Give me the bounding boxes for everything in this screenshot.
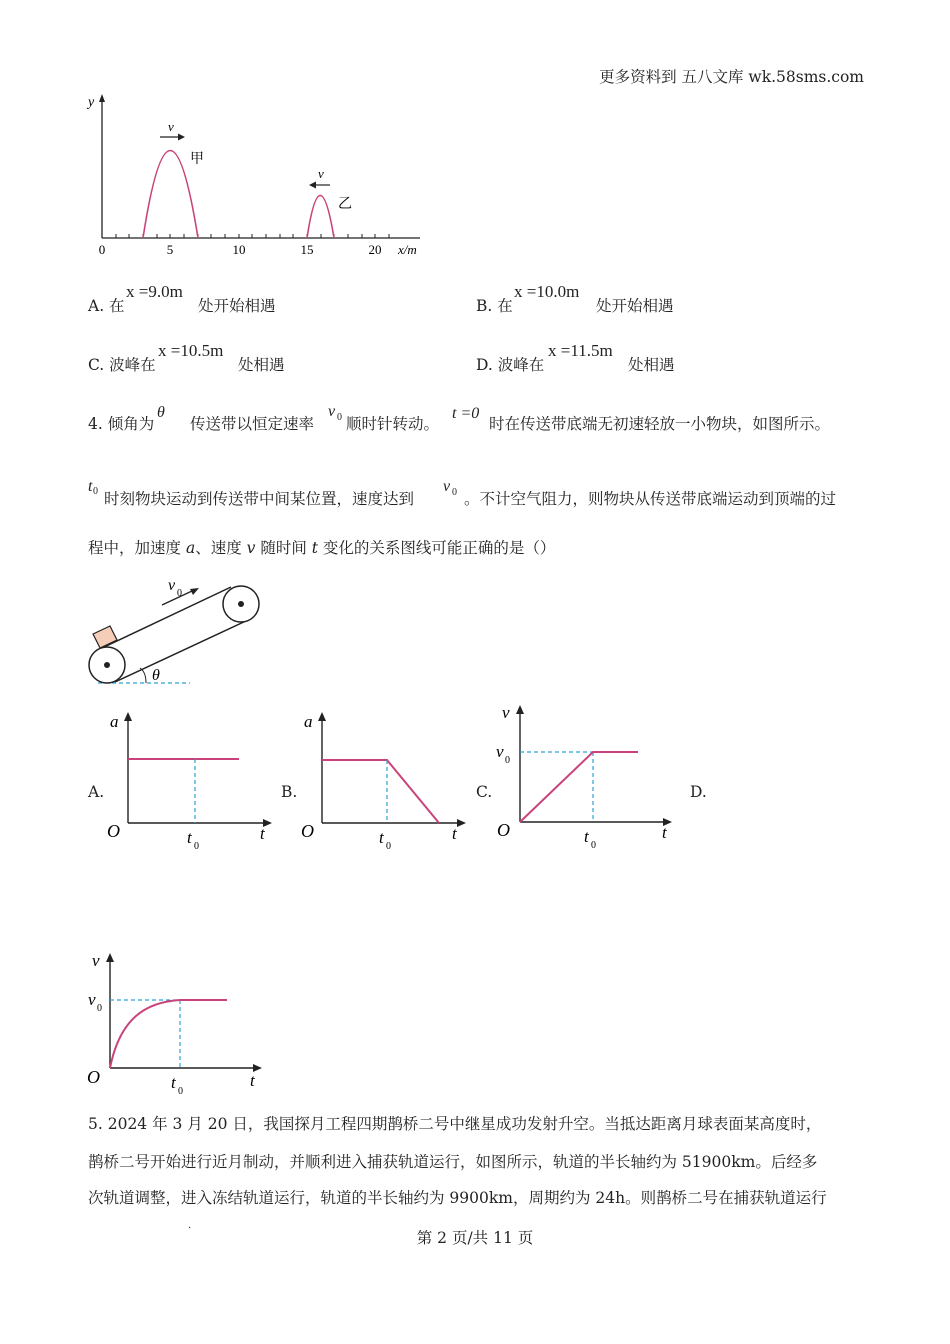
graph-a-t0-sub: 0 [194, 841, 199, 852]
graph-label-a: A. [88, 783, 105, 801]
graph-a-t0: t [187, 828, 192, 847]
wave-v-label-1: v [168, 119, 174, 134]
q4-line3-t-var: t [311, 539, 318, 557]
graph-d-t0: t [171, 1073, 176, 1092]
q4-line3-a-var: a [185, 539, 196, 557]
q4-part4: 时在传送带底端无初速轻放一小物块，如图所示。 [489, 415, 831, 433]
option-a-math: x =9.0m [126, 282, 183, 301]
option-d-math: x =11.5m [548, 341, 613, 360]
graph-label-c: C. [476, 783, 493, 801]
graph-a [100, 705, 280, 855]
q4-v0-sub: 0 [337, 412, 342, 423]
option-c-suffix: 处相遇 [238, 356, 285, 374]
option-b-math: x =10.0m [514, 282, 580, 301]
graph-c-v0: v [496, 742, 504, 761]
option-d-prefix: D. 波峰在 [476, 356, 545, 374]
q5-line3: 次轨道调整，进入冻结轨道运行，轨道的半长轴约为 9900km，周期约为 24h。则鹊桥二号在捕获轨道运行 [88, 1189, 827, 1207]
graph-b-origin: O [301, 821, 314, 841]
graph-d-v0-sub: 0 [97, 1003, 102, 1014]
graph-d-curve [110, 1000, 227, 1068]
graph-c-v0-sub: 0 [505, 755, 510, 766]
option-a-suffix: 处开始相遇 [198, 297, 276, 315]
wave-y-label: y [88, 95, 95, 110]
wave-tick-0: 0 [98, 242, 106, 257]
belt-theta: θ [152, 667, 160, 684]
q4-line3-d: 变化的关系图线可能正确的是（） [317, 539, 556, 557]
wave-tick-20: 20 [368, 242, 382, 257]
graph-c [492, 700, 682, 860]
graph-b-t0: t [379, 828, 384, 847]
wave-tick-10: 10 [232, 242, 246, 257]
q4-line3-v-var: v [246, 539, 256, 557]
q4-v0-v: v [328, 403, 336, 420]
graph-d-v0: v [88, 990, 96, 1009]
q4-line2-t-sub: 0 [93, 486, 98, 497]
wave-tick-15: 15 [300, 242, 314, 257]
q4-theta: θ [157, 404, 165, 421]
q4-line2-b: 。不计空气阻力，则物块从传送带底端运动到顶端的过 [464, 490, 837, 508]
wave-tick-5: 5 [166, 242, 174, 257]
graph-b [294, 705, 474, 855]
belt-velocity-arrow-head [190, 588, 199, 595]
q4-part3: 顺时针转动。 [346, 415, 440, 433]
wave-y-arrow [99, 94, 105, 102]
belt-figure [80, 570, 280, 695]
q4-part2: 传送带以恒定速率 [190, 415, 315, 433]
q4-line3-b: 、速度 [195, 539, 247, 557]
q4-t0eq: t =0 [452, 405, 480, 422]
graph-b-axis-t: t [452, 824, 457, 843]
belt-bottom-line [115, 620, 248, 682]
graph-d-t0-sub: 0 [178, 1086, 183, 1097]
graph-a-axis-a: a [110, 712, 119, 731]
graph-label-d: D. [690, 783, 707, 801]
belt-v0-sub: 0 [177, 588, 182, 599]
wave-v-label-2: v [318, 166, 324, 181]
graph-d [84, 948, 274, 1100]
q4-line3-a: 程中，加速度 [88, 539, 186, 557]
option-c-prefix: C. 波峰在 [88, 356, 156, 374]
option-c-math: x =10.5m [158, 341, 224, 360]
q4-line3-c: 随时间 [255, 539, 312, 557]
graph-label-b: B. [281, 783, 298, 801]
q4-line2-v: v [443, 478, 451, 495]
graph-d-axis-v: v [92, 951, 100, 970]
graph-c-axis-v: v [502, 703, 510, 722]
belt-v0-v: v [168, 577, 176, 594]
q4-line2-t: t [88, 478, 93, 495]
graph-a-axis-t: t [260, 824, 265, 843]
graph-c-curve [520, 752, 638, 822]
graph-c-axis-t: t [662, 823, 667, 842]
graph-d-origin: O [87, 1067, 100, 1087]
wave-right-arrow-head [178, 134, 185, 141]
option-a-prefix: A. 在 [88, 297, 125, 315]
wave-jia-label: 甲 [190, 152, 204, 167]
footer-dot: . [188, 1220, 192, 1231]
graph-b-t0-sub: 0 [386, 841, 391, 852]
graph-c-t0-sub: 0 [591, 840, 596, 851]
belt-bottom-roller-axle [104, 662, 110, 668]
graph-a-origin: O [107, 821, 120, 841]
q4-line2-v-sub: 0 [452, 487, 457, 498]
wave-yi-label: 乙 [338, 197, 352, 212]
belt-block [93, 626, 117, 648]
graph-d-axis-t: t [250, 1071, 255, 1090]
wave-left-arrow-head [309, 182, 316, 189]
graph-c-origin: O [497, 820, 510, 840]
belt-top-line [100, 587, 231, 649]
graph-b-curve [322, 760, 439, 823]
q5-line1: 5. 2024 年 3 月 20 日，我国探月工程四期鹊桥二号中继星成功发射升空。当抵达距离月球表面某高度时， [88, 1115, 822, 1133]
option-d-suffix: 处相遇 [628, 356, 675, 374]
wave-x-unit-label: x/m [398, 242, 417, 257]
belt-top-roller-axle [238, 601, 244, 607]
q5-line2: 鹊桥二号开始进行近月制动，并顺利进入捕获轨道运行，如图所示，轨道的半长轴约为 51900km。后经多 [88, 1153, 818, 1171]
option-b-prefix: B. 在 [476, 297, 513, 315]
graph-b-axis-a: a [304, 712, 313, 731]
q4-part1: 4. 倾角为 [88, 415, 155, 433]
q4-line3 [88, 538, 555, 558]
wave-figure [80, 88, 440, 260]
wave-yi-curve [307, 196, 334, 239]
option-b-suffix: 处开始相遇 [596, 297, 674, 315]
graph-c-t0: t [584, 827, 589, 846]
header-site-text: 更多资料到 五八文库 wk.58sms.com [599, 68, 864, 86]
footer-page-text: 第 2 页/共 11 页 [416, 1229, 534, 1247]
q4-line2-a: 时刻物块运动到传送带中间某位置，速度达到 [104, 490, 415, 508]
